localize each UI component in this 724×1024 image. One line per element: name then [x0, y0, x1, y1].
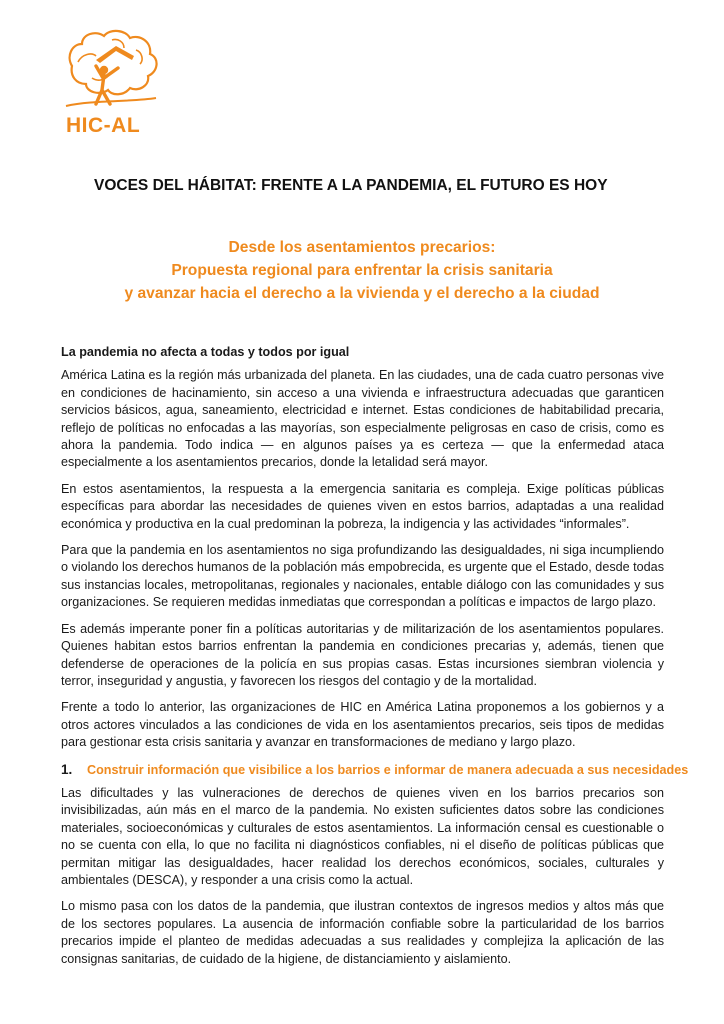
- paragraph: Frente a todo lo anterior, las organizaciones de HIC en América Latina proponemos a los gobiernos y a otros actores vinculados a las condiciones de vida en los asentamientos precarios, seis tipos de medidas para gestionar esta crisis sanitaria y avanzar en transformaciones de mediano y largo plazo.: [61, 700, 664, 750]
- paragraph: En estos asentamientos, la respuesta a la emergencia sanitaria es compleja. Exige políticas públicas específicas para abordar las necesidades de quienes viven en estos barrios, adaptadas a una realidad económica y productiva en la cual predominan la pobreza, la indigencia y las actividades “informales”.: [61, 481, 664, 531]
- subtitle-line-3: y avanzar hacia el derecho a la vivienda y el derecho a la ciudad: [124, 285, 600, 302]
- paragraph: Lo mismo pasa con los datos de la pandemia, que ilustran contextos de ingresos medios y altos más que de los sectores populares. La ausencia de información confiable sobre la particularidad de los barrios precarios impide el planteo de medidas adecuadas a sus realidades y complejiza la aplicación de las consignas sanitarias, de cuidado de la higiene, de distanciamiento y aislamiento.: [61, 899, 664, 966]
- hic-al-logo: [52, 26, 172, 142]
- subtitle-block: [40, 236, 684, 305]
- hic-al-tree-house-person-icon: [52, 26, 172, 126]
- numbered-section-heading: [61, 761, 689, 779]
- paragraph: Es además imperante poner fin a políticas autoritarias y de militarización de los asentamientos populares. Quienes habitan estos barrios enfrentan la pandemia en condiciones precarias y, además, tienen que defenderse de operaciones de la policía en sus propias casas. Estas incursiones siembran violencia y terror, inseguridad y angustia, y favorecen los riesgos del contagio y de la mortalidad.: [61, 621, 664, 688]
- paragraph: Para que la pandemia en los asentamientos no siga profundizando las desigualdades, ni siga incumpliendo o violando los derechos humanos de la población más empobrecida, es urgente que el Estado, desde todas sus instancias locales, metropolitanas, regionales y nacionales, entable diálogo con las comunidades y sus organizaciones. Se requieren medidas inmediatas que correspondan a políticas e impactos de largo plazo.: [61, 543, 664, 610]
- document-body: [61, 344, 689, 977]
- subtitle-line-2: Propuesta regional para enfrentar la crisis sanitaria: [171, 262, 553, 279]
- page-title: VOCES DEL HÁBITAT: FRENTE A LA PANDEMIA, EL FUTURO ES HOY: [94, 177, 608, 194]
- section-number: 1.: [61, 761, 73, 777]
- subtitle-line-1: Desde los asentamientos precarios:: [228, 239, 496, 256]
- section-title: Construir información que visibilice a los barrios e informar de manera adecuada a sus necesidades: [87, 762, 689, 777]
- paragraph: América Latina es la región más urbanizada del planeta. En las ciudades, una de cada cuatro personas vive en condiciones de hacinamiento, sin acceso a una vivienda e infraestructura adecuadas que garanticen servicios básicos, agua, saneamiento, electricidad e internet. Estas condiciones de habitabilidad precaria, reflejo de políticas no enfocadas a las mayorías, son especialmente peligrosas en caso de crisis, como es ahora la pandemia. Todo indica — en algunos países ya es certeza — que la enfermedad ataca especialmente a los asentamientos precarios, donde la letalidad será mayor.: [61, 368, 664, 470]
- logo-text: HIC-AL: [66, 114, 141, 137]
- section-heading: La pandemia no afecta a todas y todos por igual: [61, 345, 350, 359]
- paragraph: Las dificultades y las vulneraciones de derechos de quienes viven en los barrios precarios son invisibilizadas, aún más en el marco de la pandemia. No existen suficientes datos sobre las condiciones materiales, socioeconómicas y culturales de estos asentamientos. La información censal es cuestionable o no se cuenta con ella, lo que no facilita ni diagnósticos confiables, ni el diseño de políticas públicas que permitan mitigar las desigualdades, hacer realidad los derechos económicos, sociales, culturales y ambientales (DESCA), y responder a una crisis como la actual.: [61, 785, 664, 887]
